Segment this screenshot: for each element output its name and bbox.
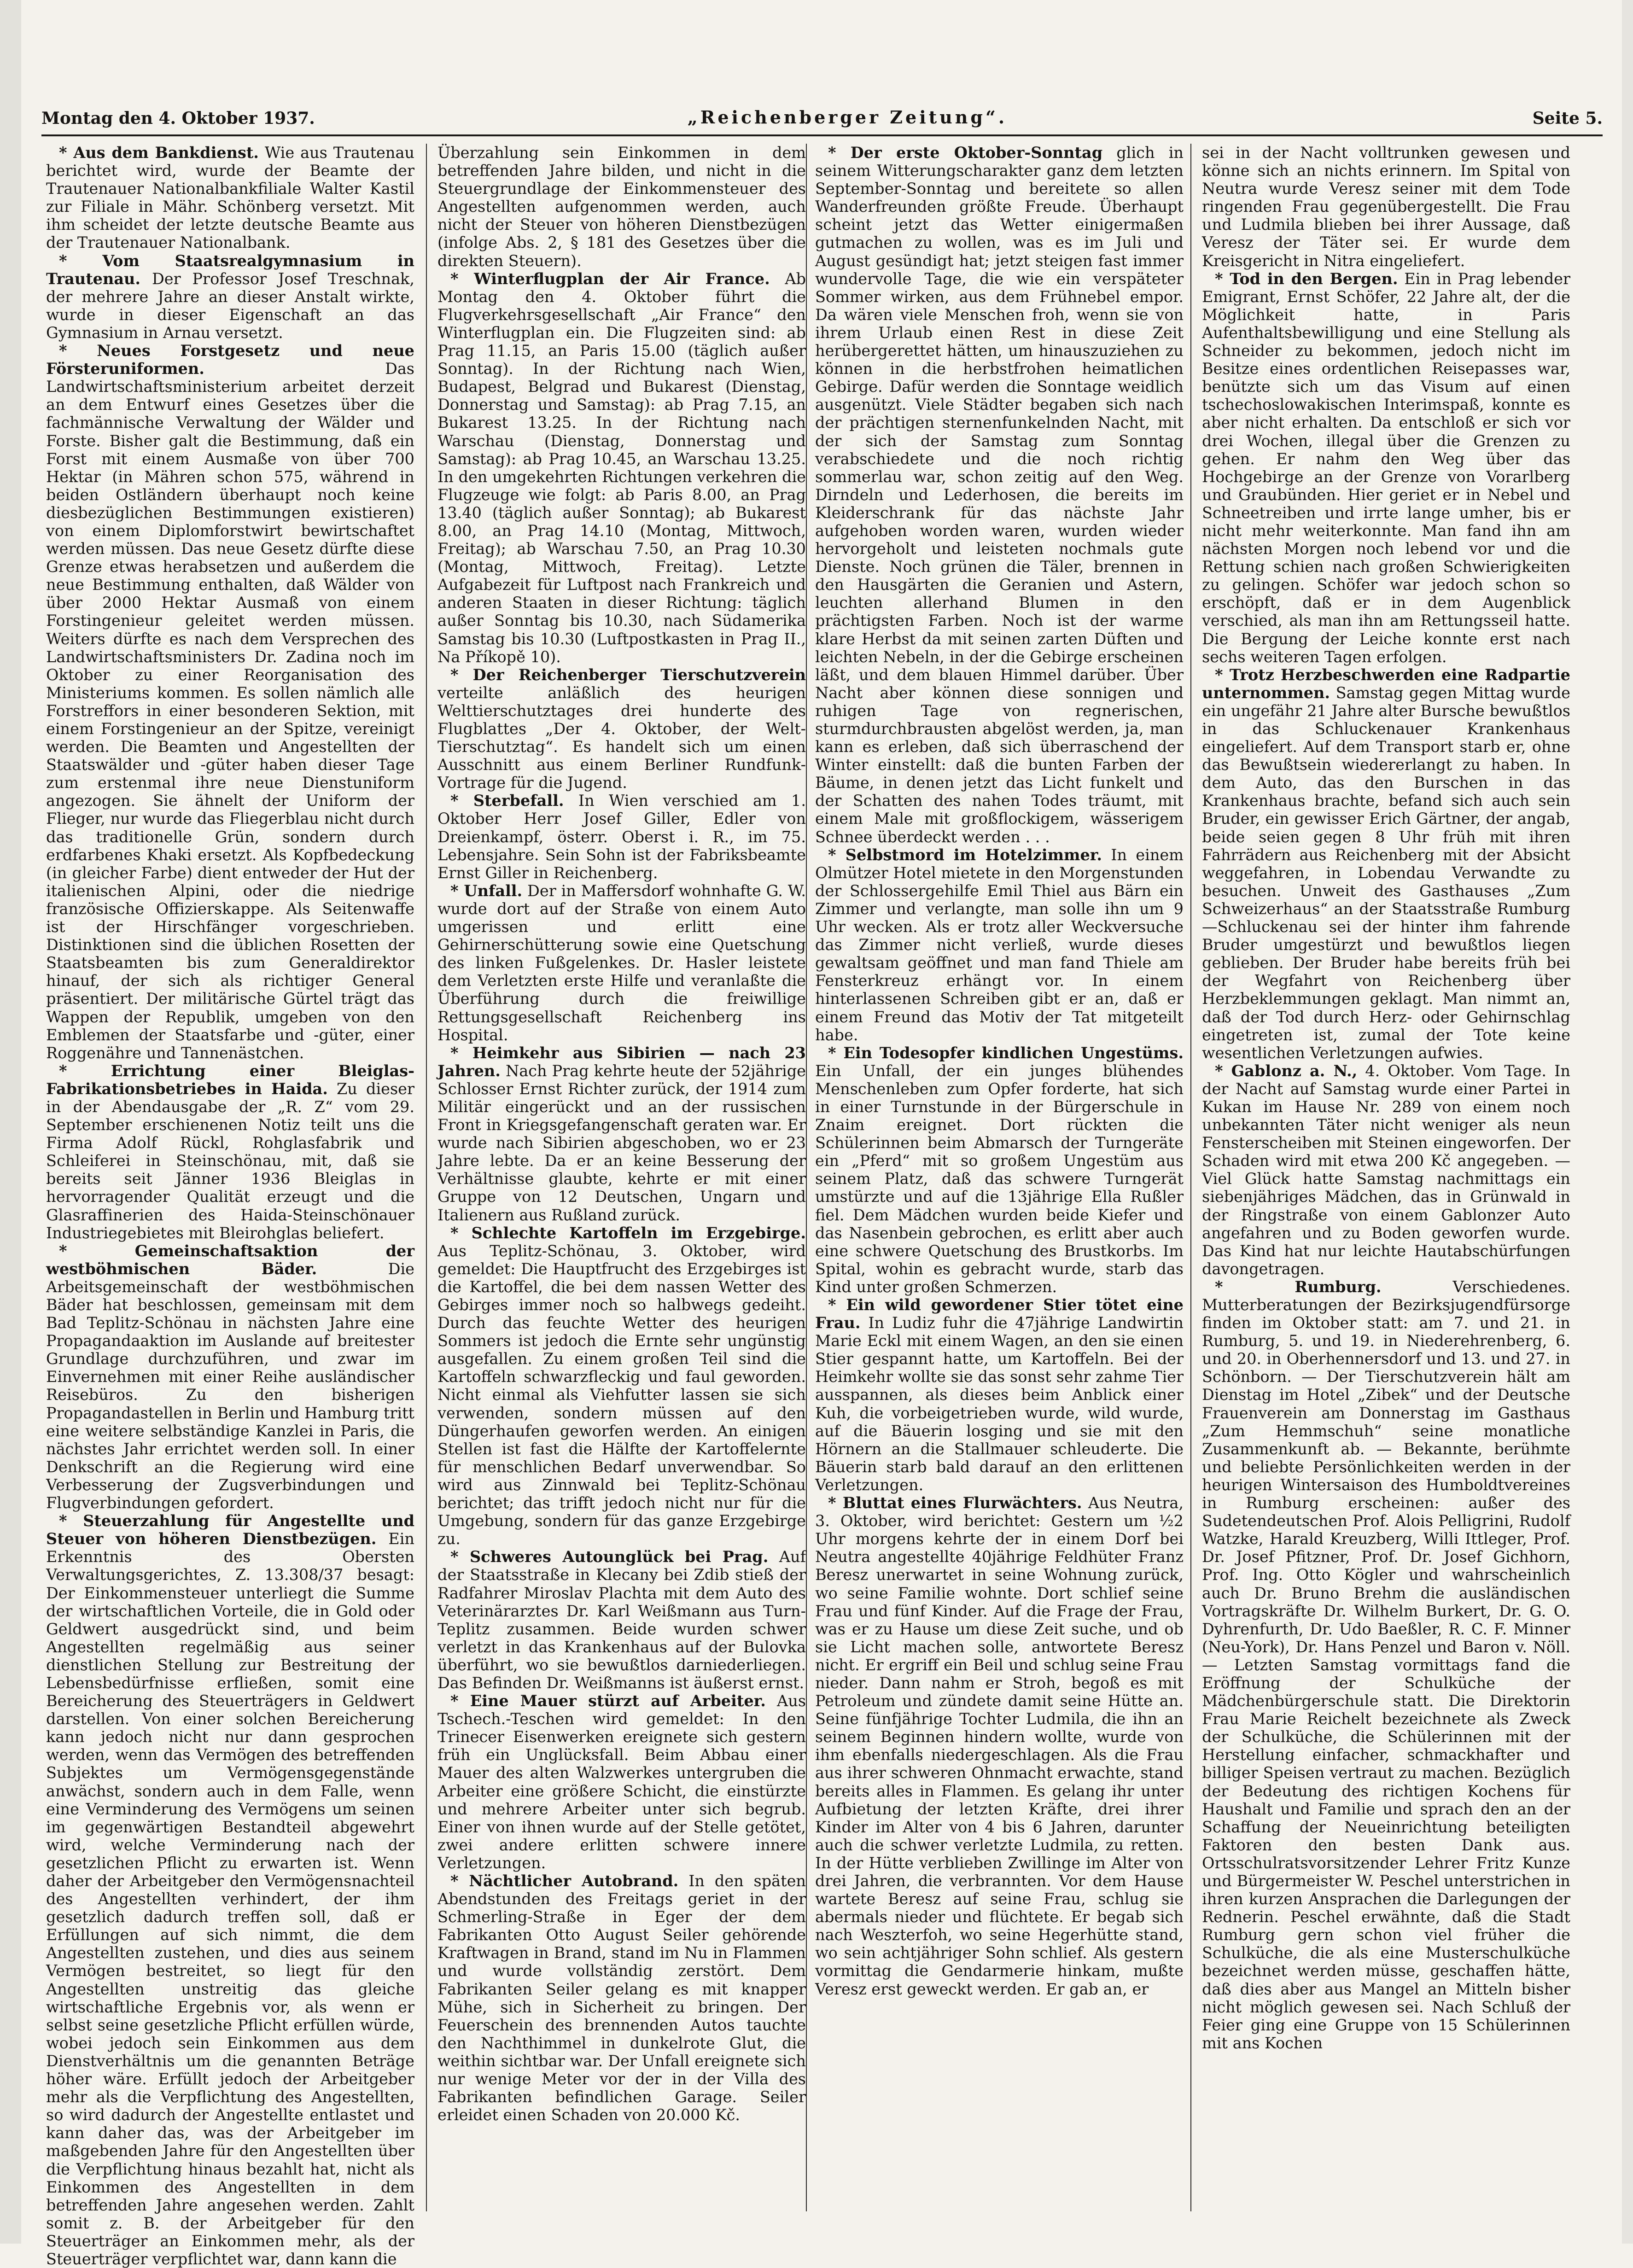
article-body: Wie aus Trautenau berichtet wird, wurde der Beamte der Trautenauer Nationalbankfiliale Walter Kastil zur Filiale in Mähr. Schönberg versetzt. Mit ihm scheidet der letzte deutsche Beamte aus der Trautenauer Nationalbank. <box>46 144 415 252</box>
article-body: In den späten Abendstunden des Freitags geriet in der Schmerling-Straße in Eger der dem Fabrikanten Otto August Seiler gehörende Kraftwagen in Brand, stand im Nu in Flammen und wurde vollständig zerstört. Dem Fabrikanten Seiler gelang es mit knapper Mühe, sich in Sicherheit zu bringen. Der Feuerschein des brennenden Autos tauchte den Nachthimmel in dunkelrote Glut, die weithin sichtbar war. Der Unfall ereignete sich nur wenige Meter vor der in der Villa des Fabrikanten befindlichen Garage. Seiler erleidet einen Schaden von 20.000 Kč. <box>437 1872 806 2124</box>
article-body: Ein in Prag lebender Emigrant, Ernst Schöfer, 22 Jahre alt, der die Möglichkeit hatte, in Paris Aufenthaltsbewilligung und eine Stellung als Schneider zu bekommen, jedoch nicht im Besitze eines ordentlichen Reisepasses war, benützte sich um das Visum auf einen tschechoslowakischen Interimspaß, konnte es aber nicht erhalten. Da entschloß er sich vor drei Wochen, illegal über die Grenzen zu gehen. Er nahm den Weg über das Hochgebirge an der Grenze von Vorarlberg und Graubünden. Hier geriet er in Nebel und Schneetreiben und irrte lange umher, bis er nicht mehr weiterkonnte. Man fand ihn am nächsten Morgen noch lebend vor und die Rettung schien nach großen Schwierigkeiten zu gelingen. Schöfer war jedoch schon so erschöpft, daß er in dem Augenblick verschied, als man ihn am Rettungsseil hatte. Die Bergung der Leiche konnte erst nach sechs weiteren Tagen erfolgen. <box>1202 269 1570 666</box>
article <box>815 1044 1184 1296</box>
bullet-star-icon: * <box>1215 1277 1295 1296</box>
column-divider <box>806 144 807 2211</box>
article-body: sei in der Nacht volltrunken gewesen und könne sich an nichts erinnern. Im Spital von Neutra wurde Veresz seiner mit dem Tode ringenden Frau gegenübergestellt. Die Frau und Ludmila blieben bei ihrer Aussage, daß Veresz der Täter sei. Er wurde dem Kreisgericht in Nitra eingeliefert. <box>1202 144 1570 270</box>
article-headline: Neues Forstgesetz und neue Försteruniformen. <box>46 342 414 378</box>
bullet-star-icon: * <box>59 144 74 162</box>
text-column-3 <box>815 144 1184 2225</box>
article-body: Der in Maffersdorf wohnhafte G. W. wurde dort auf der Straße von einem Auto umgerissen und erlitt eine Gehirnerschütterung sowie eine Quetschung des linken Fußgelenkes. Dr. Hasler leistete dem Verletzten erste Hilfe und veranlaßte die Überführung durch die freiwillige Rettungsgesellschaft Reichenberg ins Hospital. <box>437 881 806 1044</box>
article <box>46 1242 414 1512</box>
article <box>46 144 414 252</box>
bullet-star-icon: * <box>450 665 473 684</box>
article-body: Die Arbeitsgemeinschaft der westböhmischen Bäder hat beschlossen, gemeinsam mit dem Bad Teplitz-Schönau in nächsten Jahre eine Propagandaaktion im Auslande auf breitester Grundlage durchzuführen, und zwar im Einvernehmen mit einer Reihe ausländischer Reisebüros. Zu den bisherigen Propagandastellen in Berlin und Hamburg tritt eine weitere selbständige Kanzlei in Paris, die nächstes Jahr errichtet werden soll. In einer Denkschrift an die Regierung wird eine Verbesserung der Zugsverbindungen und Flugverbindungen gefordert. <box>46 1259 414 1512</box>
article-body: Verschiedenes. Mutterberatungen der Bezirksjugendfürsorge finden im Oktober statt: am 7. und 21. in Rumburg, 5. und 19. in Niederehrenberg, 6. und 20. in Oberhennersdorf und 13. und 27. in Schönborn. — Der Tierschutzverein hält am Dienstag im Hotel „Zibek“ und der Deutsche Frauenverein am Donnerstag im Gasthaus „Zum Hemmschuh“ seine monatliche Zusammenkunft ab. — Bekannte, berühmte und beliebte Persönlichkeiten werden in der heurigen Wintersaison des Humboldtvereines in Rumburg erscheinen: außer des Sudetendeutschen Prof. Alois Pelligrini, Rudolf Watzke, Harald Kreuzberg, Willi Ittleger, Prof. Dr. Josef Pfitzner, Prof. Dr. Josef Gichhorn, Prof. Ing. Otto Kögler und wahrscheinlich auch Dr. Bruno Brehm die ausländischen Vortragskräfte Dr. Wilhelm Burkert, Dr. G. O. Dyhrenfurth, Dr. Udo Baeßler, R. C. F. Minner (Neu-York), Dr. Hans Penzel und Baron v. Nöll. — Letzten Samstag vormittags fand die Eröffnung der Schulküche der Mädchenbürgerschule statt. Die Direktorin Frau Marie Reichelt bezeichnete als Zweck der Schulküche, die Schülerinnen mit der Herstellung einfacher, schmackhafter und billiger Speisen vertraut zu machen. Bezüglich der Bedeutung des richtigen Kochens für Haushalt und Familie und sprach den an der Schaffung der Neueinrichtung beteiligten Faktoren den besten Dank aus. Ortsschulratsvorsitzender Lehrer Fritz Kunze und Bürgermeister W. Peschel unterstrichen in ihren kurzen Ansprachen die Darlegungen der Rednerin. Peschel erwähnte, daß die Stadt Rumburg gern schon viel früher die Schulküche, die als eine Musterschulküche bezeichnet werden müsse, geschaffen hätte, daß dies aber aus Mangel an Mitteln bisher nicht möglich gewesen sei. Nach Schluß der Feier ging eine Gruppe von 15 Schülerinnen mit ans Kochen <box>1202 1277 1570 2052</box>
article <box>815 144 1184 846</box>
bullet-star-icon: * <box>450 1044 472 1062</box>
scan-shadow-right <box>1622 0 1633 2244</box>
article-headline: Schweres Autounglück bei Prag. <box>469 1548 769 1566</box>
article <box>1202 144 1570 270</box>
article-body: Samstag gegen Mittag wurde ein ungefähr 21 Jahre alter Bursche bewußtlos in das Schluckenauer Krankenhaus eingeliefert. Auf dem Transport starb er, ohne das Bewußtsein wiedererlangt zu haben. In dem Auto, das den Burschen in das Krankenhaus brachte, befand sich auch sein Bruder, ein gewisser Erich Gärtner, der angab, beide seien gegen 8 Uhr früh mit ihren Fahrrädern aus Reichenberg mit der Absicht weggefahren, in Lobendau Verwandte zu besuchen. Unweit des Gasthauses „Zum Schweizerhaus“ an der Staatsstraße Rumburg—Schluckenau sei der hinter ihm fahrende Bruder umgestürzt und bewußtlos liegen geblieben. Der Bruder habe bereits früh bei der Wegfahrt von Reichenberg über Herzbeklemmungen geklagt. Man nimmt an, daß der Tod durch Herz- oder Gehirnschlag eingetreten ist, zumal der Tote keine wesentlichen Verletzungen aufwies. <box>1202 683 1570 1062</box>
bullet-star-icon: * <box>450 1692 470 1710</box>
article-headline: Eine Mauer stürzt auf Arbeiter. <box>470 1692 766 1710</box>
article-headline: Heimkehr aus Sibirien — nach 23 Jahren. <box>437 1044 806 1080</box>
article <box>1202 666 1570 1062</box>
newspaper-title: „Reichenberger Zeitung“. <box>687 107 1008 128</box>
bullet-star-icon: * <box>59 1512 83 1530</box>
article-headline: Der Reichenberger Tierschutzverein <box>472 665 806 684</box>
article-headline: Aus dem Bankdienst. <box>73 144 259 162</box>
article <box>437 1224 806 1548</box>
bullet-star-icon: * <box>450 269 474 288</box>
article-headline: Sterbefall. <box>473 792 564 810</box>
bullet-star-icon: * <box>828 1494 843 1512</box>
article <box>437 882 806 1044</box>
bullet-star-icon: * <box>59 342 97 360</box>
article-body: Überzahlung sein Einkommen in dem betreffenden Jahre bilden, und nicht in die Steuergrundlage der Einkommensteuer des Angestellten aufgenommen werden, auch nicht der Steuer von höheren Dienstbezügen (infolge Abs. 2, § 181 des Gesetzes über die direkten Steuern). <box>437 144 806 270</box>
article <box>437 1044 806 1224</box>
article-headline: Winterflugplan der Air France. <box>474 269 770 288</box>
article-headline: Rumburg. <box>1295 1277 1382 1296</box>
bullet-star-icon: * <box>828 845 846 864</box>
article <box>1202 1062 1570 1278</box>
article-headline: Tod in den Bergen. <box>1230 269 1398 288</box>
article <box>437 666 806 792</box>
article-headline: Steuerzahlung für Angestellte und Steuer von höheren Dienstbezügen. <box>46 1512 415 1548</box>
article-body: In einem Olmützer Hotel mietete in den Morgenstunden der Schlossergehilfe Emil Thiel aus Bärn ein Zimmer und verlangte, man solle ihn um 9 Uhr wecken. Als er trotz aller Weckversuche das Zimmer nicht verließ, wurde dieses gewaltsam geöffnet und man fand Thiele am Fensterkreuz erhängt vor. In einem hinterlassenen Schreiben gibt er an, daß er einem Freund das Motiv der Tat mitgeteilt habe. <box>815 845 1184 1044</box>
article-body: In Wien verschied am 1. Oktober Herr Josef Giller, Edler von Dreienkampf, österr. Oberst i. R., im 75. Lebensjahre. Sein Sohn ist der Fabriksbeamte Ernst Giller in Reichenberg. <box>437 792 806 882</box>
bullet-star-icon: * <box>828 1296 846 1314</box>
article <box>46 1062 414 1242</box>
column-divider <box>1190 144 1191 2211</box>
issue-date: Montag den 4. Oktober 1937. <box>41 109 315 128</box>
article <box>1202 1278 1570 2052</box>
bullet-star-icon: * <box>59 251 103 270</box>
article-headline: Selbstmord im Hotelzimmer. <box>845 845 1102 864</box>
article-body: Ein Erkenntnis des Obersten Verwaltungsgerichtes, Z. 13.308/37 besagt: Der Einkommensteuer unterliegt die Summe der wirtschaftlichen Vorteile, die in Gold oder Geldwert ausgedrückt sind, und beim Angestellten regelmäßig aus seiner dienstlichen Stellung zur Bestreitung der Lebensbedürfnisse erfließen, somit eine Bereicherung des Steuerträgers in Geldwert darstellen. Von einer solchen Bereicherung kann jedoch nicht nur dann gesprochen werden, wenn das Vermögen des betreffenden Subjektes um Vermögensgegenstände anwächst, sondern auch in dem Falle, wenn eine Verminderung des Vermögens um seinen im gegenwärtigen Bestandteil abgewehrt wird, welche Verminderung nach der gesetzlichen Pflicht zu erwarten ist. Wenn daher der Arbeitgeber den Vermögensnachteil des Angestellten verhindert, der ihm gesetzlich dadurch treffen soll, daß er Erfüllungen auf sich nimmt, die dem Angestellten zustehen, und dies aus seinem Vermögen bestreitet, so liegt für den Angestellten unstreitig das gleiche wirtschaftliche Ergebnis vor, als wenn er selbst seine gesetzliche Pflicht erfüllen würde, wobei jedoch sein Einkommen aus dem Dienstverhältnis um die genannten Beträge höher wäre. Erfüllt jedoch der Arbeitgeber mehr als die Verpflichtung des Angestellten, so wird dadurch der Angestellte entlastet und kann daher das, was der Arbeitgeber im maßgebenden Jahre für den Angestellten über die Verpflichtung hinaus bezahlt hat, nicht als Einkommen des Angestellten in dem betreffenden Jahre angesehen werden. Zahlt somit z. B. der Arbeitgeber für den Steuerträger an Einkommen mehr, als der Steuerträger verpflichtet war, dann kann die <box>46 1530 414 2268</box>
text-column-1 <box>46 144 415 2268</box>
article-body: Ein Unfall, der ein junges blühendes Menschenleben zum Opfer forderte, hat sich in einer Turnstunde in der Bürgerschule in Znaim ereignet. Dort rückten die Schülerinnen beim Abmarsch der Turngeräte ein „Pferd“ mit so großem Ungestüm aus seinem Platz, daß das schwere Turngerät umstürzte und auf die 13jährige Ella Rußler fiel. Dem Mädchen wurden beide Kiefer und das Nasenbein gebrochen, es erlitt aber auch eine schwere Quetschung des Brustkorbs. Im Spital, wohin es gebracht wurde, starb das Kind unter großen Schmerzen. <box>815 1061 1184 1296</box>
bullet-star-icon: * <box>59 1242 135 1260</box>
article <box>815 1494 1184 1998</box>
bullet-star-icon: * <box>450 881 464 900</box>
article-headline: Nächtlicher Autobrand. <box>469 1872 679 1890</box>
article <box>815 846 1184 1044</box>
article-body: Der Professor Josef Treschnak, der mehrere Jahre an dieser Anstalt wirkte, wurde in dieser Eigenschaft an das Gymnasium in Arnau versetzt. <box>46 269 414 342</box>
scan-shadow-left <box>0 0 21 2244</box>
bullet-star-icon: * <box>59 1061 111 1080</box>
article-body: Das Landwirtschaftsministerium arbeitet derzeit an dem Entwurf eines Gesetzes über die fachmännische Verwaltung der Wälder und Forste. Bisher galt die Bestimmung, daß ein Forst mit einem Ausmaße von über 700 Hektar (in Mähren schon 575, während in beiden Ostländern überhaupt noch keine diesbezüglichen Bestimmungen existieren) von einem Diplomforstwirt bewirtschaftet werden müssen. Das neue Gesetz dürfte diese Grenze etwas herabsetzen und außerdem die neue Bestimmung enthalten, daß Wälder von über 2000 Hektar Ausmaß von einem Forstingenieur geleitet werden müssen. Weiters dürfte es nach dem Versprechen des Landwirtschaftsministers Dr. Zadina noch im Oktober zu einer Reorganisation des Ministeriums kommen. Es sollen nämlich alle Forstreffors in einer besonderen Sektion, mit einem Forstingenieur an der Spitze, vereinigt werden. Die Beamten und Angestellten der Staatswälder und -güter haben dieser Tage zum erstenmal ihre neue Dienstuniform angezogen. Sie ähnelt der Uniform der Flieger, nur wurde das Fliegerblau nicht durch das traditionelle Grün, sondern durch erdfarbenes Khaki ersetzt. Als Kopfbedeckung (in gleicher Farbe) dient entweder der Hut der italienischen Alpini, oder die niedrige französische Offizierskappe. Als Seitenwaffe ist der Hirschfänger vorgeschrieben. Distinktionen sind die üblichen Rosetten der Staatsbeamten bis zum Generaldirektor hinauf, der sich als richtiger General präsentiert. Der militärische Gürtel trägt das Wappen der Republik, umgeben von den Emblemen der Staatsfarbe und -güter, einer Roggenähre und Tannenästchen. <box>46 360 414 1062</box>
article-body: Ab Montag den 4. Oktober führt die Flugverkehrsgesellschaft „Air France“ den Winterflugplan ein. Die Flugzeiten sind: ab Prag 11.15, an Paris 15.00 (täglich außer Sonntag). In der Richtung nach Wien, Budapest, Belgrad und Bukarest (Dienstag, Donnerstag und Samstag): ab Prag 7.15, an Bukarest 13.25. In der Richtung nach Warschau (Dienstag, Donnerstag und Samstag): ab Prag 10.45, an Warschau 13.25. In den umgekehrten Richtungen verkehren die Flugzeuge wie folgt: ab Paris 8.00, an Prag 13.40 (täglich außer Sonntag); ab Bukarest 8.00, an Prag 14.10 (Montag, Mittwoch, Freitag); ab Warschau 7.50, an Prag 10.30 (Montag, Mittwoch, Freitag). Letzte Aufgabezeit für Luftpost nach Frankreich und anderen Staaten in dieser Richtung: täglich außer Sonntag bis 10.30, nach Südamerika Samstag bis 10.30 (Luftpostkasten in Prag II., Na Příkopě 10). <box>437 269 806 666</box>
bullet-star-icon: * <box>828 1044 844 1062</box>
bullet-star-icon: * <box>828 144 851 162</box>
article <box>46 342 414 1062</box>
bullet-star-icon: * <box>1215 269 1230 288</box>
article-headline: Errichtung einer Bleiglas-Fabrikationsbetriebes in Haida. <box>46 1061 414 1098</box>
article <box>437 1548 806 1692</box>
article-body: 4. Oktober. Vom Tage. In der Nacht auf Samstag wurde einer Partei in Kukan im Hause Nr. 289 von einem noch unbekannten Täter nicht weniger als neun Fensterscheiben mit Steinen eingeworfen. Der Schaden wird mit etwa 200 Kč angegeben. — Viel Glück hatte Samstag nachmittags ein siebenjähriges Mädchen, das in Grünwald in der Ringstraße von einem Gablonzer Auto angefahren und zu Boden geworfen wurde. Das Kind hat nur leichte Hautabschürfungen davongetragen. <box>1202 1061 1570 1278</box>
article-body: Aus Neutra, 3. Oktober, wird berichtet: Gestern um ½2 Uhr morgens kehrte der in einem Dorf bei Neutra angestellte 40jährige Feldhüter Franz Beresz unerwartet in seine Wohnung zurück, wo seine Familie wohnte. Dort schlief seine Frau und fünf Kinder. Auf die Frage der Frau, was er zu Hause um diese Zeit suche, und ob sie Licht machen solle, antwortete Beresz nicht. Er ergriff ein Beil und schlug seine Frau nieder. Dann nahm er Stroh, begoß es mit Petroleum und zündete damit seine Hütte an. Seine fünfjährige Tochter Ludmila, die ihn an seinem Beginnen hindern wollte, wurde von ihm ebenfalls niedergeschlagen. Als die Frau aus ihrer schweren Ohnmacht erwachte, stand bereits alles in Flammen. Es gelang ihr unter Aufbietung der letzten Kräfte, drei ihrer Kinder im Alter von 4 bis 6 Jahren, darunter auch die schwer verletzte Ludmila, zu retten. In der Hütte verblieben Zwillinge im Alter von drei Jahren, die verbrannten. Vor dem Hause wartete Beresz auf seine Frau, schlug sie abermals nieder und flüchtete. Er begab sich nach Weszterfoh, wo seine Hegerhütte stand, wo sein achtjähriger Sohn schlief. Als gestern vormittag die Gendarmerie hinkam, mußte Veresz erst geweckt werden. Er gab an, er <box>815 1494 1184 1998</box>
article <box>437 1692 806 1872</box>
page-header <box>41 109 1603 136</box>
article-body: Aus Tschech.-Teschen wird gemeldet: In den Trinecer Eisenwerken ereignete sich gestern früh ein Unglücksfall. Beim Abbau einer Mauer des alten Walzwerkes untergruben die Arbeiter eine größere Schicht, die einstürzte und mehrere Arbeiter unter sich begrub. Einer von ihnen wurde auf der Stelle getötet, zwei andere erlitten schwere innere Verletzungen. <box>437 1692 806 1872</box>
article-headline: Trotz Herzbeschwerden eine Radpartie unternommen. <box>1202 665 1570 702</box>
article-body: Nach Prag kehrte heute der 52jährige Schlosser Ernst Richter zurück, der 1914 zum Militär eingerückt und an der russischen Front in Kriegsgefangenschaft geraten war. Er wurde nach Sibirien abgeschoben, wo er 23 Jahre lebte. Da er an keine Besserung der Verhältnisse glaubte, kehrte er mit einer Gruppe von 12 Deutschen, Ungarn und Italienern aus Rußland zurück. <box>437 1061 806 1224</box>
article-headline: Vom Staatsrealgymnasium in Trautenau. <box>46 251 414 288</box>
article <box>1202 270 1570 666</box>
article <box>815 1296 1184 1494</box>
article-body: verteilte anläßlich des heurigen Welttierschutztages drei hunderte des Flugblattes „Der 4. Oktober, der Welt-Tierschutztag“. Es handelt sich um einen Ausschnitt aus einem Berliner Rundfunk-Vortrage für die Jugend. <box>437 683 806 792</box>
article <box>437 270 806 666</box>
article-headline: Ein Todesopfer kindlichen Ungestüms. <box>843 1044 1184 1062</box>
header-rule <box>41 134 1603 136</box>
bullet-star-icon: * <box>450 1872 469 1890</box>
article-body: Zu dieser in der Abendausgabe der „R. Z“ vom 29. September erschienenen Notiz teilt uns die Firma Adolf Rückl, Rohglasfabrik und Schleiferei in Steinschönau, mit, daß sie bereits seit Jänner 1936 Bleiglas in hervorragender Qualität erzeugt und die Glasraffinerien des Haida-Steinschönauer Industriegebietes mit Bleirohglas beliefert. <box>46 1079 415 1242</box>
bullet-star-icon: * <box>450 1224 472 1242</box>
text-column-4 <box>1202 144 1570 2225</box>
bullet-star-icon: * <box>1215 1061 1231 1080</box>
article <box>437 144 806 270</box>
article-headline: Ein wild gewordener Stier tötet eine Frau. <box>815 1296 1184 1332</box>
article-headline: Unfall. <box>464 881 523 900</box>
bullet-star-icon: * <box>1215 665 1230 684</box>
article-headline: Der erste Oktober-Sonntag <box>850 144 1103 162</box>
text-column-2 <box>437 144 806 2225</box>
article-body: In Ludiz fuhr die 47jährige Landwirtin Marie Eckl mit einem Wagen, an den sie einen Stier gespannt hatte, um Kartoffeln. Bei der Heimkehr wollte sie das sonst sehr zahme Tier ausspannen, als dieses beim Anblick einer Kuh, die vorbeigetrieben wurde, wild wurde, auf die Bäuerin losging und sie mit den Hörnern an die Stallmauer schleuderte. Die Bäuerin starb bald darauf an den erlittenen Verletzungen. <box>815 1314 1184 1494</box>
article-body: Aus Teplitz-Schönau, 3. Oktober, wird gemeldet: Die Hauptfrucht des Erzgebirges ist die Kartoffel, die bei dem nassen Wetter des Gebirges immer noch so halbwegs gedeiht. Durch das feuchte Wetter des heurigen Sommers ist jedoch die Ernte sehr ungünstig ausgefallen. Zu einem großen Teil sind die Kartoffeln schwarzfleckig und faul geworden. Nicht einmal als Viehfutter lassen sie sich verwenden, sondern müssen auf den Düngerhaufen geworfen werden. An einigen Stellen ist fast die Hälfte der Kartoffelernte für menschlichen Bedarf unverwendbar. So wird aus Zinnwald bei Teplitz-Schönau berichtet; das trifft jedoch nicht nur für die Umgebung, sondern für das ganze Erzgebirge zu. <box>437 1242 806 1548</box>
article-headline: Bluttat eines Flurwächters. <box>842 1494 1082 1512</box>
article <box>46 252 414 342</box>
article <box>437 1872 806 2124</box>
article <box>437 792 806 881</box>
article <box>46 1512 414 2268</box>
article-body: glich in seinem Witterungscharakter ganz dem letzten September-Sonntag und bereitete so allen Wanderfreunden größte Freude. Überhaupt scheint jetzt das Wetter einigermaßen gutmachen zu wollen, was es im Juli und August gesündigt hat; jetzt steigen fast immer wundervolle Tage, die wie ein verspäteter Sommer wirken, aus dem Frühnebel empor. Da wären viele Menschen froh, wenn sie von ihrem Urlaub einen Rest in diese Zeit herübergerettet hätten, um hinauszuziehen zu können in die herbstfrohen heimatlichen Gebirge. Dafür werden die Sonntage weidlich ausgenützt. Viele Städter begaben sich nach der prächtigen sternenfunkelnden Nacht, mit der sich der Samstag zum Sonntag verabschiedete und die noch richtig sommerlau war, schon zeitig auf den Weg. Dirndeln und Lederhosen, die bereits im Kleiderschrank für das nächste Jahr aufgehoben worden waren, wurden wieder hervorgeholt und leisteten nochmals gute Dienste. Noch grünen die Täler, brennen in den Hausgärten die Geranien und Astern, leuchten allerhand Blumen in den prächtigsten Farben. Noch ist der warme klare Herbst da mit seinen zarten Düften und leichten Nebeln, in der die Gebirge erscheinen läßt, und dem blauen Himmel darüber. Über Nacht aber können diese sonnigen und ruhigen Tage von regnerischen, sturmdurchbrausten abgelöst werden, ja, man kann es erleben, daß sich überraschend der Winter einstellt: daß die bunten Farben der Bäume, in denen jetzt das Licht funkelt und der Schatten des nahen Todes träumt, mit einem Male mit großflockigem, wässerigem Schnee überdeckt werden . . . <box>815 144 1184 846</box>
article-headline: Gablonz a. N., <box>1231 1061 1358 1080</box>
article-headline: Schlechte Kartoffeln im Erzgebirge. <box>471 1224 806 1242</box>
column-divider <box>426 144 427 2211</box>
article-body: Auf der Staatsstraße in Klecany bei Zdib stieß der Radfahrer Miroslav Plachta mit dem Auto des Veterinärarztes Dr. Karl Weißmann aus Turn-Teplitz zusammen. Beide wurden schwer verletzt in das Krankenhaus auf der Bulovka überführt, wo sie bewußtlos darniederliegen. Das Befinden Dr. Weißmanns ist äußerst ernst. <box>437 1548 806 1692</box>
page-number: Seite 5. <box>1532 109 1603 128</box>
bullet-star-icon: * <box>450 1548 470 1566</box>
bullet-star-icon: * <box>450 792 473 810</box>
article-headline: Gemeinschaftsaktion der westböhmischen Bäder. <box>46 1242 415 1278</box>
